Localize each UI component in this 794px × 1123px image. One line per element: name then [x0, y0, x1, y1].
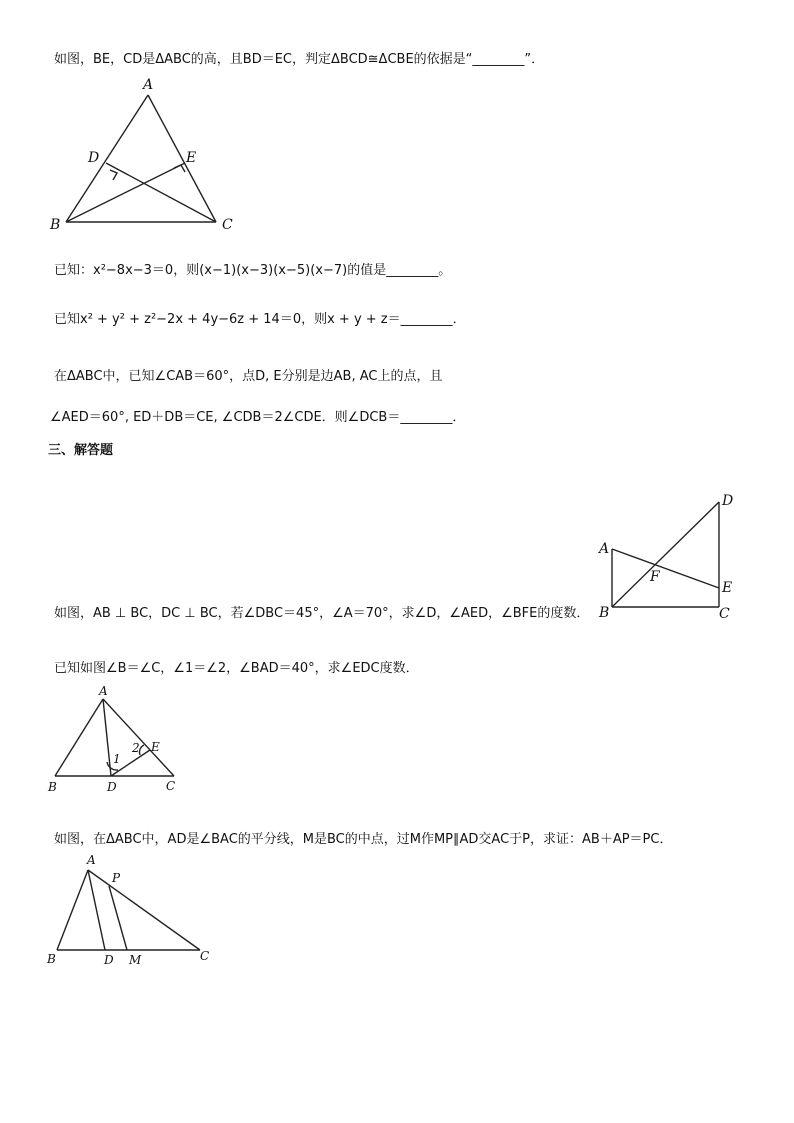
question-1-text: 如图，BE，CD是ΔABC的高，且BD＝EC，判定ΔBCD≅ΔCBE的依据是“________”． — [54, 52, 545, 67]
fig1-label-E: E — [186, 150, 197, 166]
question-4-line2: ∠AED＝60°, ED＋DB＝CE, ∠CDB＝2∠CDE．则∠DCB＝________． — [50, 410, 466, 425]
question-5-text: 如图，AB ⊥ BC，DC ⊥ BC，若∠DBC＝45°，∠A＝70°，求∠D，∠AED，∠BFE的度数． — [54, 606, 590, 621]
fig2-label-D: D — [722, 493, 734, 509]
fig4-label-C: C — [200, 949, 210, 963]
fig4-label-M: M — [129, 953, 142, 967]
fig1-label-C: C — [222, 217, 233, 233]
fig3-label-E: E — [151, 740, 160, 754]
fig2-label-B: B — [599, 605, 610, 621]
fig3-label-D: D — [107, 780, 117, 794]
question-6-text: 已知如图∠B＝∠C，∠1＝∠2，∠BAD＝40°，求∠EDC度数． — [54, 661, 419, 676]
fig1-label-A: A — [143, 77, 154, 93]
fig3-label-2: 2 — [132, 741, 140, 755]
fig4-label-A: A — [87, 853, 96, 867]
fig4-label-B: B — [47, 952, 56, 966]
fig3-label-B: B — [48, 780, 57, 794]
fig3-label-C: C — [166, 779, 176, 793]
fig3-label-1: 1 — [113, 752, 121, 766]
question-2-text: 已知：x²−8x−3＝0，则(x−1)(x−3)(x−5)(x−7)的值是________。 — [54, 263, 452, 278]
fig2-label-E: E — [722, 580, 733, 596]
section-title: 三、解答题 — [48, 443, 114, 458]
question-3-text: 已知x² + y² + z²−2x + 4y−6z + 14＝0，则x + y + z＝________． — [54, 312, 466, 327]
fig2-label-C: C — [719, 606, 730, 622]
fig2-label-A: A — [599, 541, 610, 557]
fig2-label-F: F — [650, 569, 660, 585]
question-7-text: 如图，在ΔABC中，AD是∠BAC的平分线，M是BC的中点，过M作MP∥AD交AC于P，求证：AB＋AP＝PC． — [54, 832, 673, 847]
fig1-label-D: D — [88, 150, 100, 166]
question-4-line1: 在ΔABC中，已知∠CAB＝60°，点D, E分别是边AB, AC上的点，且 — [54, 369, 443, 384]
fig1-label-B: B — [50, 217, 61, 233]
fig4-label-P: P — [112, 871, 121, 885]
fig4-label-D: D — [104, 953, 114, 967]
fig3-label-A: A — [99, 684, 108, 698]
